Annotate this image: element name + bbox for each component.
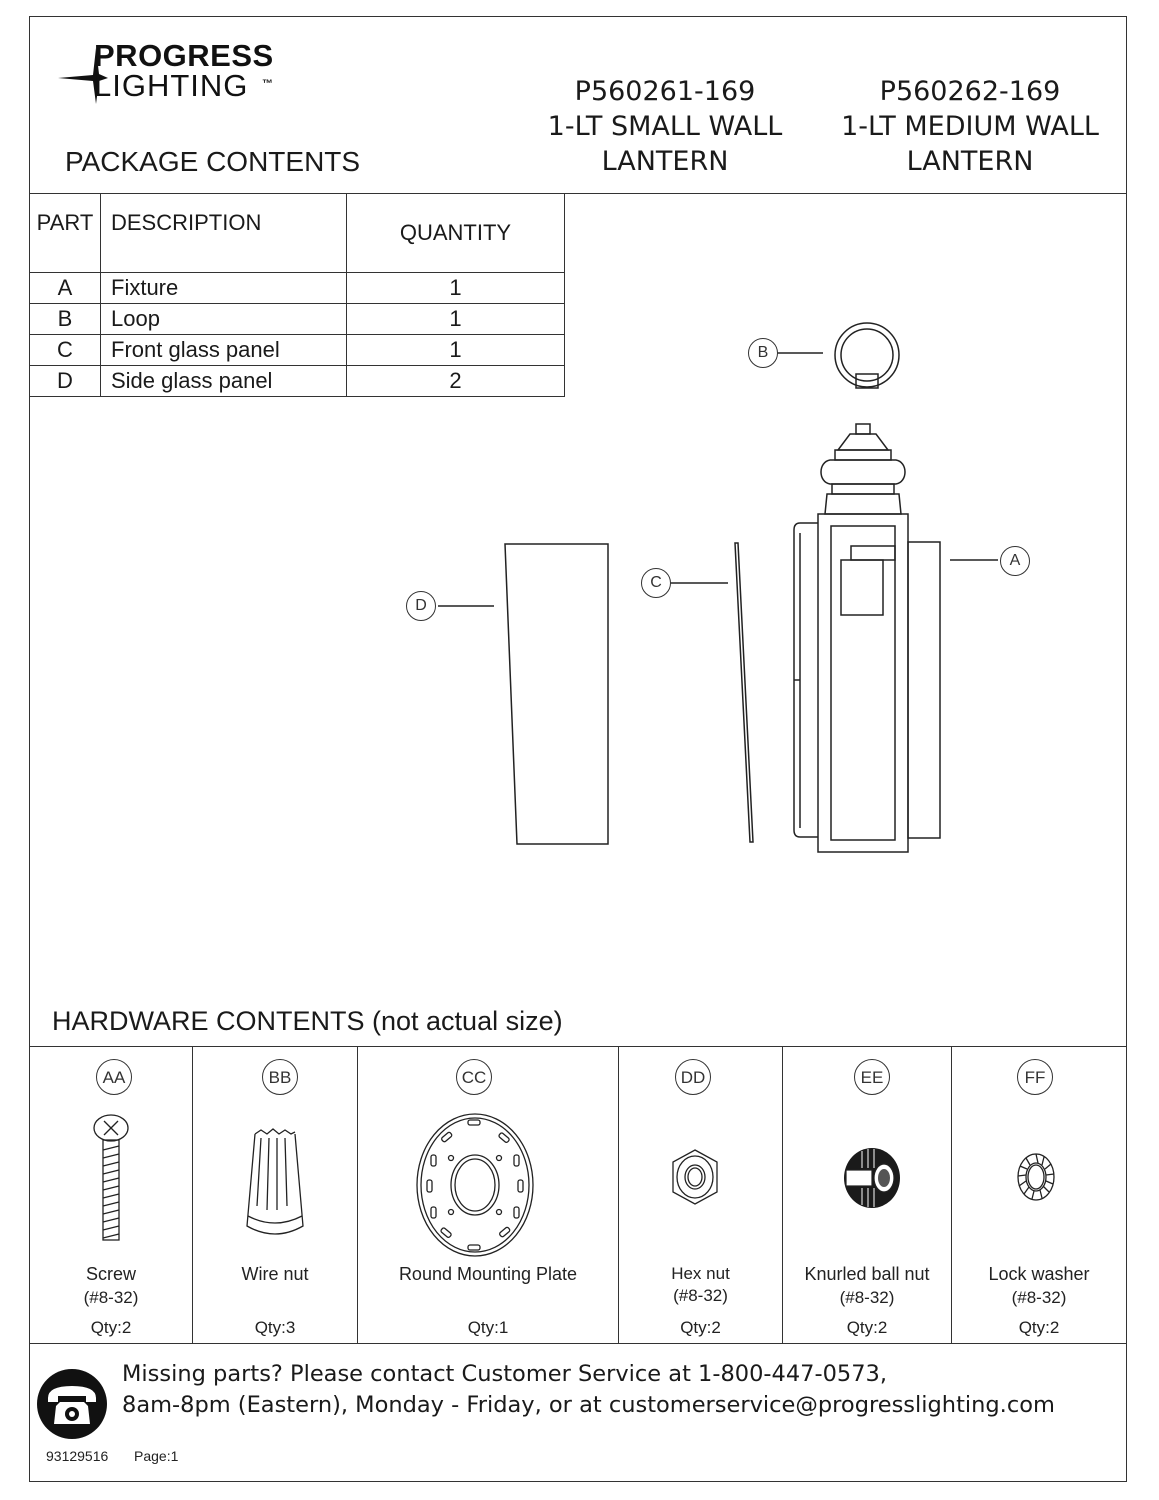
- hardware-qty: Qty:2: [680, 1318, 721, 1337]
- label-b: B: [748, 338, 778, 368]
- logo-line1: PROGRESS: [94, 38, 274, 73]
- code-badge: BB: [262, 1059, 298, 1095]
- hardware-item-screw: [30, 1046, 192, 1343]
- hardware-spec: (#8-32): [83, 1288, 139, 1307]
- row-quantity: 2: [347, 366, 565, 397]
- hardware-qty: Qty:2: [90, 1318, 132, 1337]
- logo-trademark: ™: [262, 78, 273, 90]
- row-quantity: 1: [347, 304, 565, 335]
- hex-nut-icon: [669, 1148, 721, 1206]
- hardware-name: Hex nut: [671, 1264, 730, 1283]
- header-description: DESCRIPTION: [101, 194, 347, 273]
- model-small-line2: LANTERN: [601, 146, 729, 177]
- code-badge: FF: [1017, 1059, 1053, 1095]
- hardware-qty: Qty:2: [1018, 1318, 1060, 1337]
- logo-line2: LIGHTING: [94, 68, 249, 103]
- model-small-number: P560261-169: [574, 76, 756, 107]
- wire-nut-icon: [243, 1126, 307, 1238]
- model-medium-number: P560262-169: [879, 76, 1061, 107]
- lock-washer-icon: [1014, 1150, 1058, 1204]
- hardware-spec: (#8-32): [673, 1286, 728, 1305]
- screw-icon: [86, 1112, 136, 1247]
- hardware-item-knurled-ball-nut: [783, 1046, 951, 1343]
- model-small: [520, 74, 810, 179]
- table-row: [30, 273, 565, 304]
- hardware-name: Wire nut: [241, 1264, 309, 1284]
- hardware-qty: Qty:3: [254, 1318, 296, 1337]
- row-part: A: [30, 273, 101, 304]
- code-badge: CC: [456, 1059, 492, 1095]
- row-quantity: 1: [347, 335, 565, 366]
- service-line2: 8am-8pm (Eastern), Monday - Friday, or at customerservice@progresslighting.com: [122, 1392, 1055, 1418]
- label-d: D: [406, 591, 436, 621]
- brand-logo: [58, 38, 298, 108]
- hardware-name: Lock washer: [988, 1264, 1090, 1284]
- document-number: 93129516: [46, 1448, 109, 1464]
- front-glass-drawing: [670, 543, 753, 842]
- hardware-name: Knurled ball nut: [804, 1264, 930, 1284]
- model-medium-line2: LANTERN: [906, 146, 1034, 177]
- parts-table-header: [30, 194, 565, 273]
- row-part: B: [30, 304, 101, 335]
- telephone-icon: [36, 1368, 108, 1440]
- label-a: A: [1000, 546, 1030, 576]
- header-part: PART: [30, 194, 101, 273]
- hardware-name: Screw: [85, 1264, 136, 1284]
- hardware-name: Round Mounting Plate: [398, 1264, 578, 1284]
- model-medium: [820, 74, 1120, 179]
- package-contents-title: PACKAGE CONTENTS: [65, 146, 361, 177]
- row-description: Fixture: [101, 273, 347, 304]
- loop-drawing: [777, 323, 899, 388]
- hardware-item-wire-nut: [193, 1046, 357, 1343]
- hardware-item-hex-nut: [619, 1046, 782, 1343]
- hardware-bottom-divider: [29, 1343, 1127, 1344]
- code-badge: AA: [96, 1059, 132, 1095]
- hardware-item-lock-washer: [952, 1046, 1126, 1343]
- service-line1: Missing parts? Please contact Customer Service at 1-800-447-0573,: [122, 1361, 888, 1387]
- hardware-contents-title: HARDWARE CONTENTS (not actual size): [52, 1006, 563, 1036]
- mounting-plate-icon: [413, 1110, 538, 1260]
- row-description: Loop: [101, 304, 347, 335]
- model-medium-line1: 1-LT MEDIUM WALL: [841, 111, 1099, 142]
- fixture-drawing: [794, 424, 998, 852]
- row-description: Side glass panel: [101, 366, 347, 397]
- row-part: D: [30, 366, 101, 397]
- page-number: Page:1: [134, 1448, 179, 1464]
- code-badge: DD: [675, 1059, 711, 1095]
- exploded-diagram: [380, 300, 1100, 870]
- row-description: Front glass panel: [101, 335, 347, 366]
- row-part: C: [30, 335, 101, 366]
- header-quantity: QUANTITY: [347, 194, 565, 273]
- model-small-line1: 1-LT SMALL WALL: [547, 111, 783, 142]
- side-glass-drawing: [438, 544, 608, 844]
- knurled-ball-nut-icon: [838, 1146, 904, 1210]
- hardware-qty: Qty:2: [846, 1318, 888, 1337]
- hardware-item-mounting-plate: [358, 1046, 618, 1343]
- label-c: C: [641, 568, 671, 598]
- hardware-spec: (#8-32): [839, 1288, 895, 1307]
- code-badge: EE: [854, 1059, 890, 1095]
- hardware-qty: Qty:1: [467, 1318, 509, 1337]
- hardware-spec: (#8-32): [1011, 1288, 1067, 1307]
- row-quantity: 1: [347, 273, 565, 304]
